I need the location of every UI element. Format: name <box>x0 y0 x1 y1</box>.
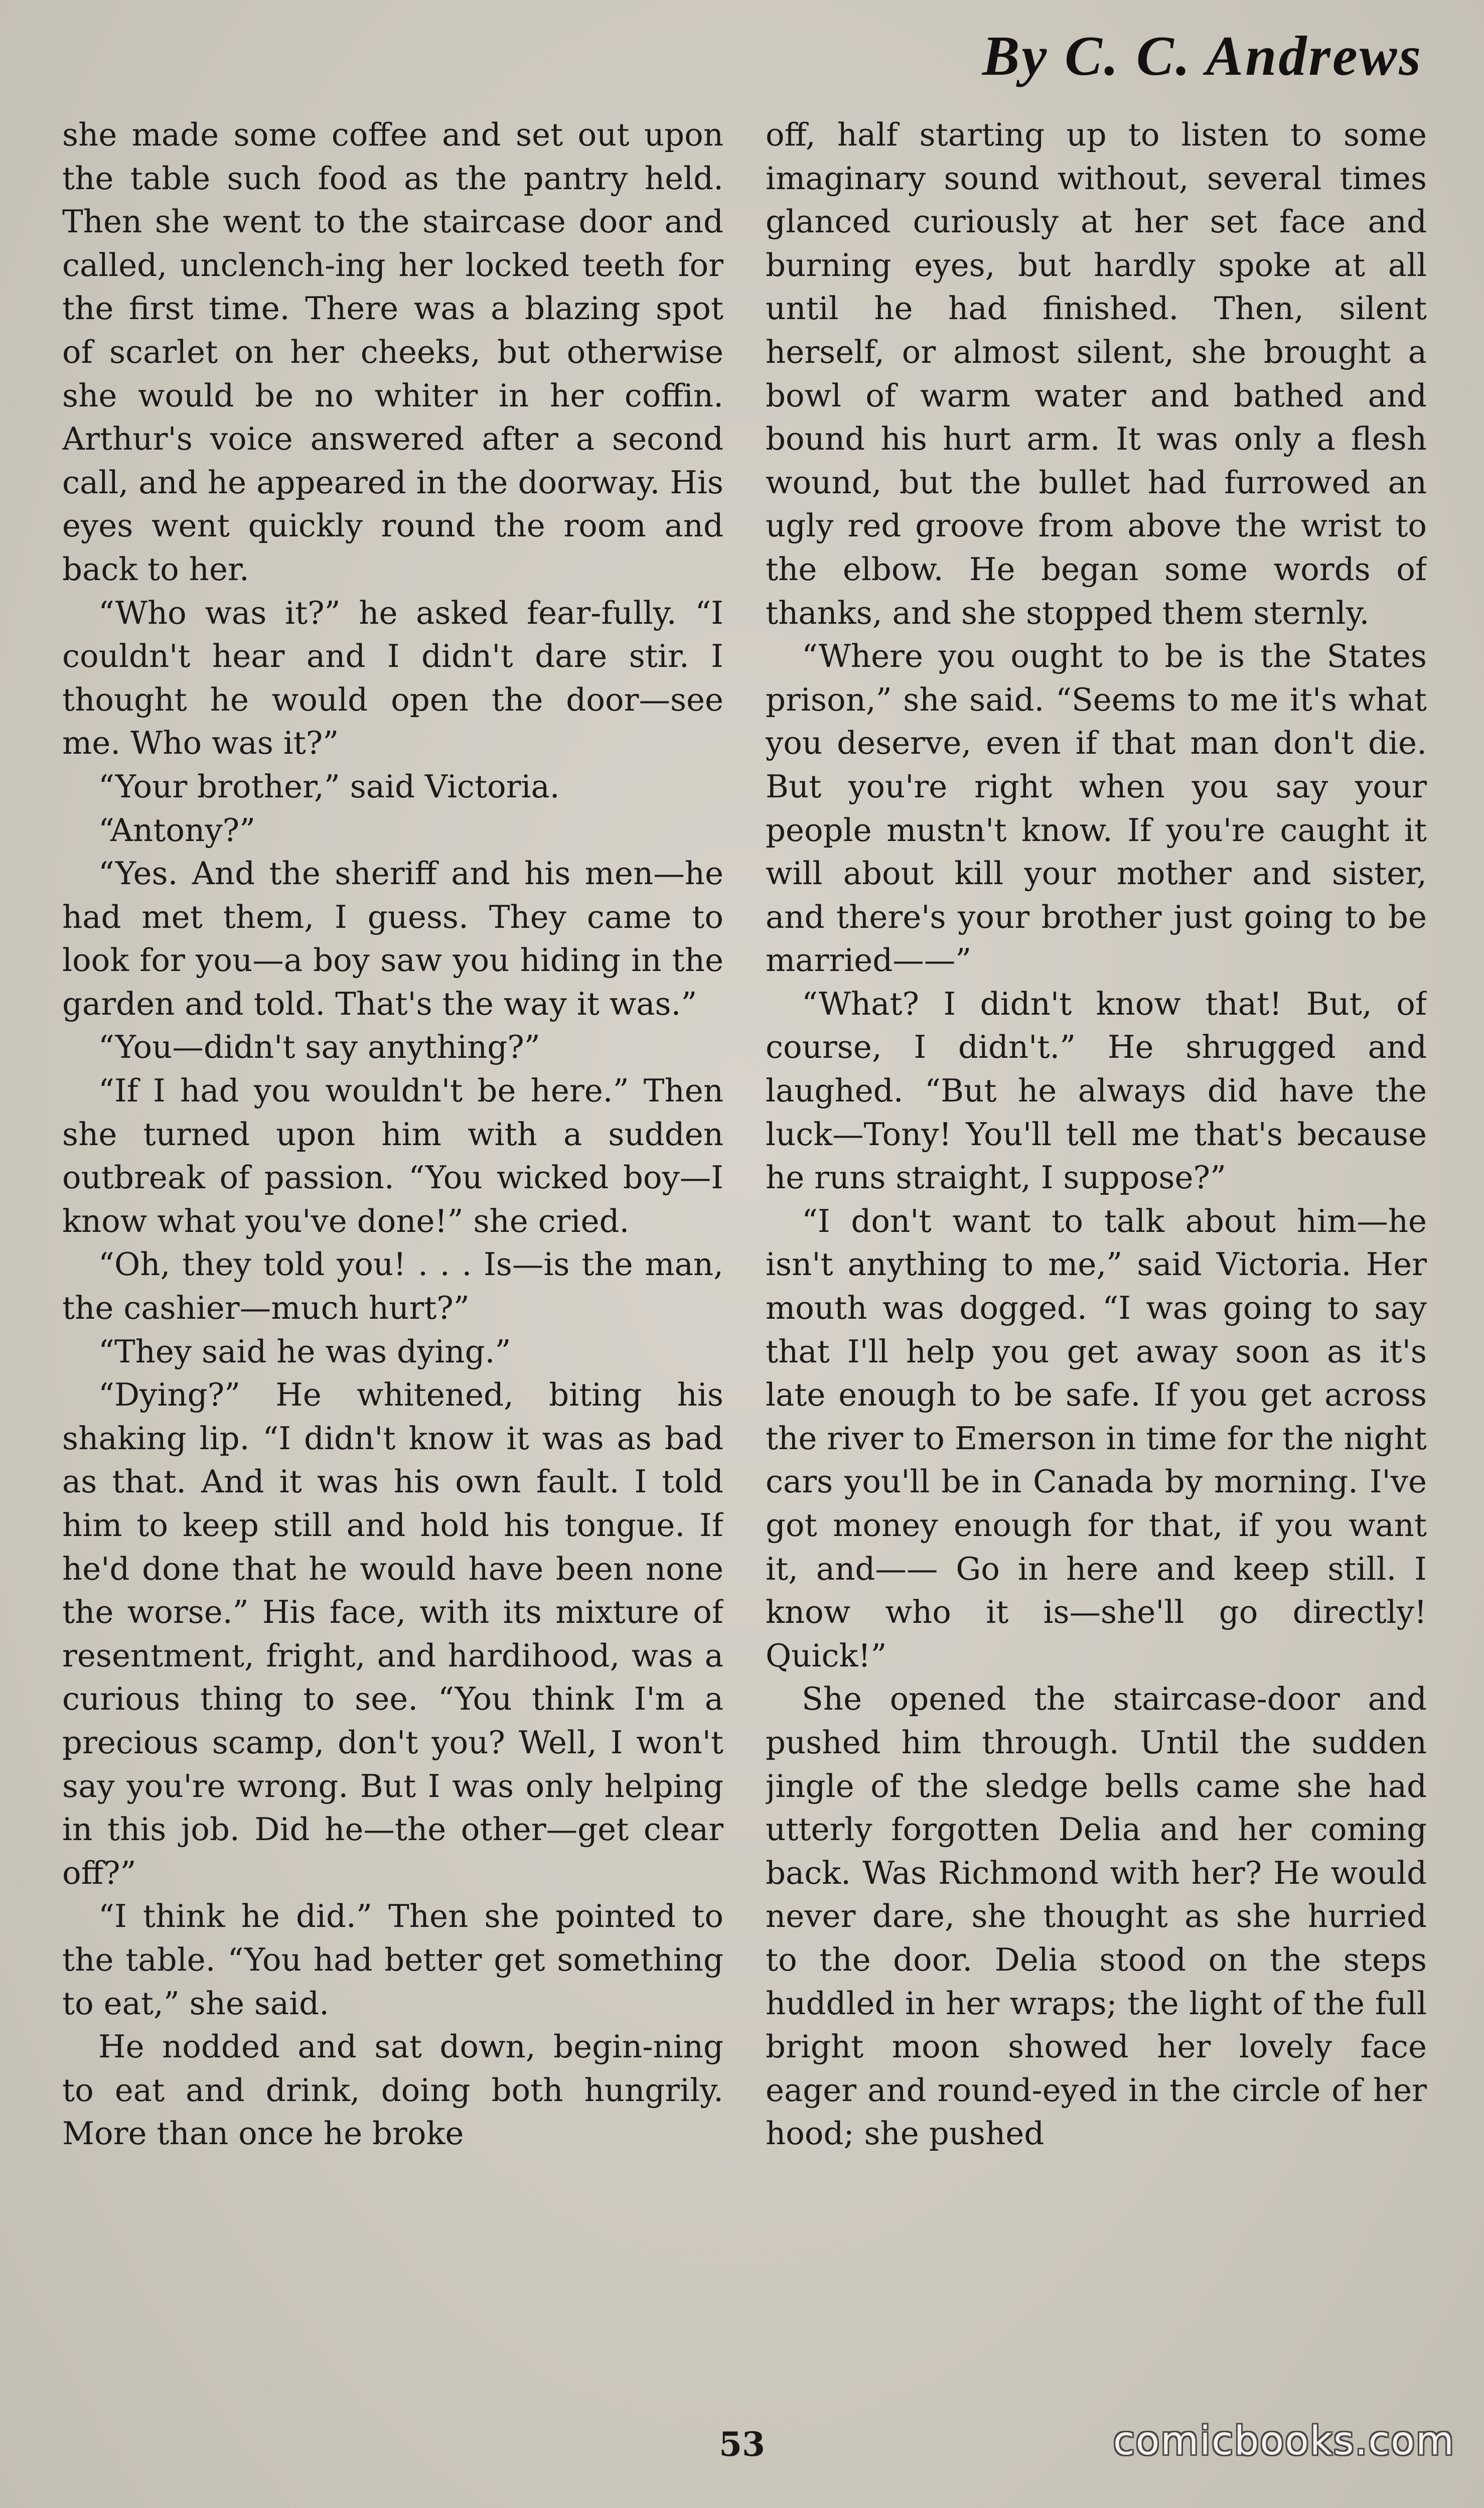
left-paragraph-10: “Dying?” He whitened, biting his shaking lip. “I didn't know it was as bad as that. And it was his own fault. I told him to keep still and hold his tongue. If he'd done that he would have been none the worse.” His face, with its mixture of resentment, fright, and hardihood, was a curious thing to see. “You think I'm a precious scamp, don't you? Well, I won't say you're wrong. But I was only helping in this job. Did he—the other—get clear off?” <box>62 1376 723 1891</box>
left-text-column <box>62 113 723 2382</box>
left-paragraph-9: “They said he was dying.” <box>98 1333 511 1370</box>
left-paragraph-6: “You—didn't say anything?” <box>98 1029 540 1066</box>
left-paragraph-8: “Oh, they told you! . . . Is—is the man, the cashier—much hurt?” <box>62 1246 723 1327</box>
page-number: 53 <box>719 2425 765 2464</box>
right-text-column <box>766 113 1427 2382</box>
left-paragraph-4: “Antony?” <box>98 811 256 849</box>
left-paragraph-7: “If I had you wouldn't be here.” Then she turned upon him with a sudden outbreak of passion. “You wicked boy—I know what you've done!” she cried. <box>62 1072 723 1239</box>
right-paragraph-3: “What? I didn't know that! But, of course, I didn't.” He shrugged and laughed. “But he always did have the luck—Tony! You'll tell me that's because he runs straight, I suppose?” <box>766 985 1427 1196</box>
left-paragraph-3: “Your brother,” said Victoria. <box>98 768 560 805</box>
left-paragraph-11: “I think he did.” Then she pointed to the table. “You had better get something to eat,” she said. <box>62 1898 723 2022</box>
left-paragraph-12: He nodded and sat down, begin-ning to eat and drink, doing both hungrily. More than once he broke <box>62 2028 723 2152</box>
author-byline: By C. C. Andrews <box>982 25 1423 87</box>
right-paragraph-5: She opened the staircase-door and pushed him through. Until the sudden jingle of the sledge bells came she had utterly forgotten Delia and her coming back. Was Richmond with her? He would never dare, she thought as she hurried to the door. Delia stood on the steps huddled in her wraps; the light of the full bright moon showed her lovely face eager and round-eyed in the circle of her hood; she pushed <box>766 1681 1427 2152</box>
right-paragraph-4: “I don't want to talk about him—he isn't anything to me,” said Victoria. Her mouth was dogged. “I was going to say that I'll help you get away soon as it's late enough to be safe. If you get across the river to Emerson in time for the night cars you'll be in Canada by morning. I've got money enough for that, if you want it, and—— Go in here and keep still. I know who it is—she'll go directly! Quick!” <box>766 1202 1427 1674</box>
left-paragraph-2: “Who was it?” he asked fear-fully. “I couldn't hear and I didn't dare stir. I thought he would open the door—see me. Who was it?” <box>62 594 723 762</box>
source-watermark: comicbooks.com <box>1113 2419 1455 2464</box>
right-paragraph-1: off, half starting up to listen to some imaginary sound without, several times glanced curiously at her set face and burning eyes, but hardly spoke at all until he had finished. Then, silent herself, or almost silent, she brought a bowl of warm water and bathed and bound his hurt arm. It was only a flesh wound, but the bullet had furrowed an ugly red groove from above the wrist to the elbow. He began some words of thanks, and she stopped them sternly. <box>766 116 1427 631</box>
left-paragraph-1: she made some coffee and set out upon the table such food as the pantry held. Then she went to the staircase door and called, unclench-ing her locked teeth for the first time. There was a blazing spot of scarlet on her cheeks, but otherwise she would be no whiter in her coffin. Arthur's voice answered after a second call, and he appeared in the doorway. His eyes went quickly round the room and back to her. <box>62 116 723 588</box>
right-paragraph-2: “Where you ought to be is the States prison,” she said. “Seems to me it's what you deserve, even if that man don't die. But you're right when you say your people mustn't know. If you're caught it will about kill your mother and sister, and there's your brother just going to be married——” <box>766 638 1427 979</box>
left-paragraph-5: “Yes. And the sheriff and his men—he had met them, I guess. They came to look for you—a boy saw you hiding in the garden and told. That's the way it was.” <box>62 855 723 1022</box>
